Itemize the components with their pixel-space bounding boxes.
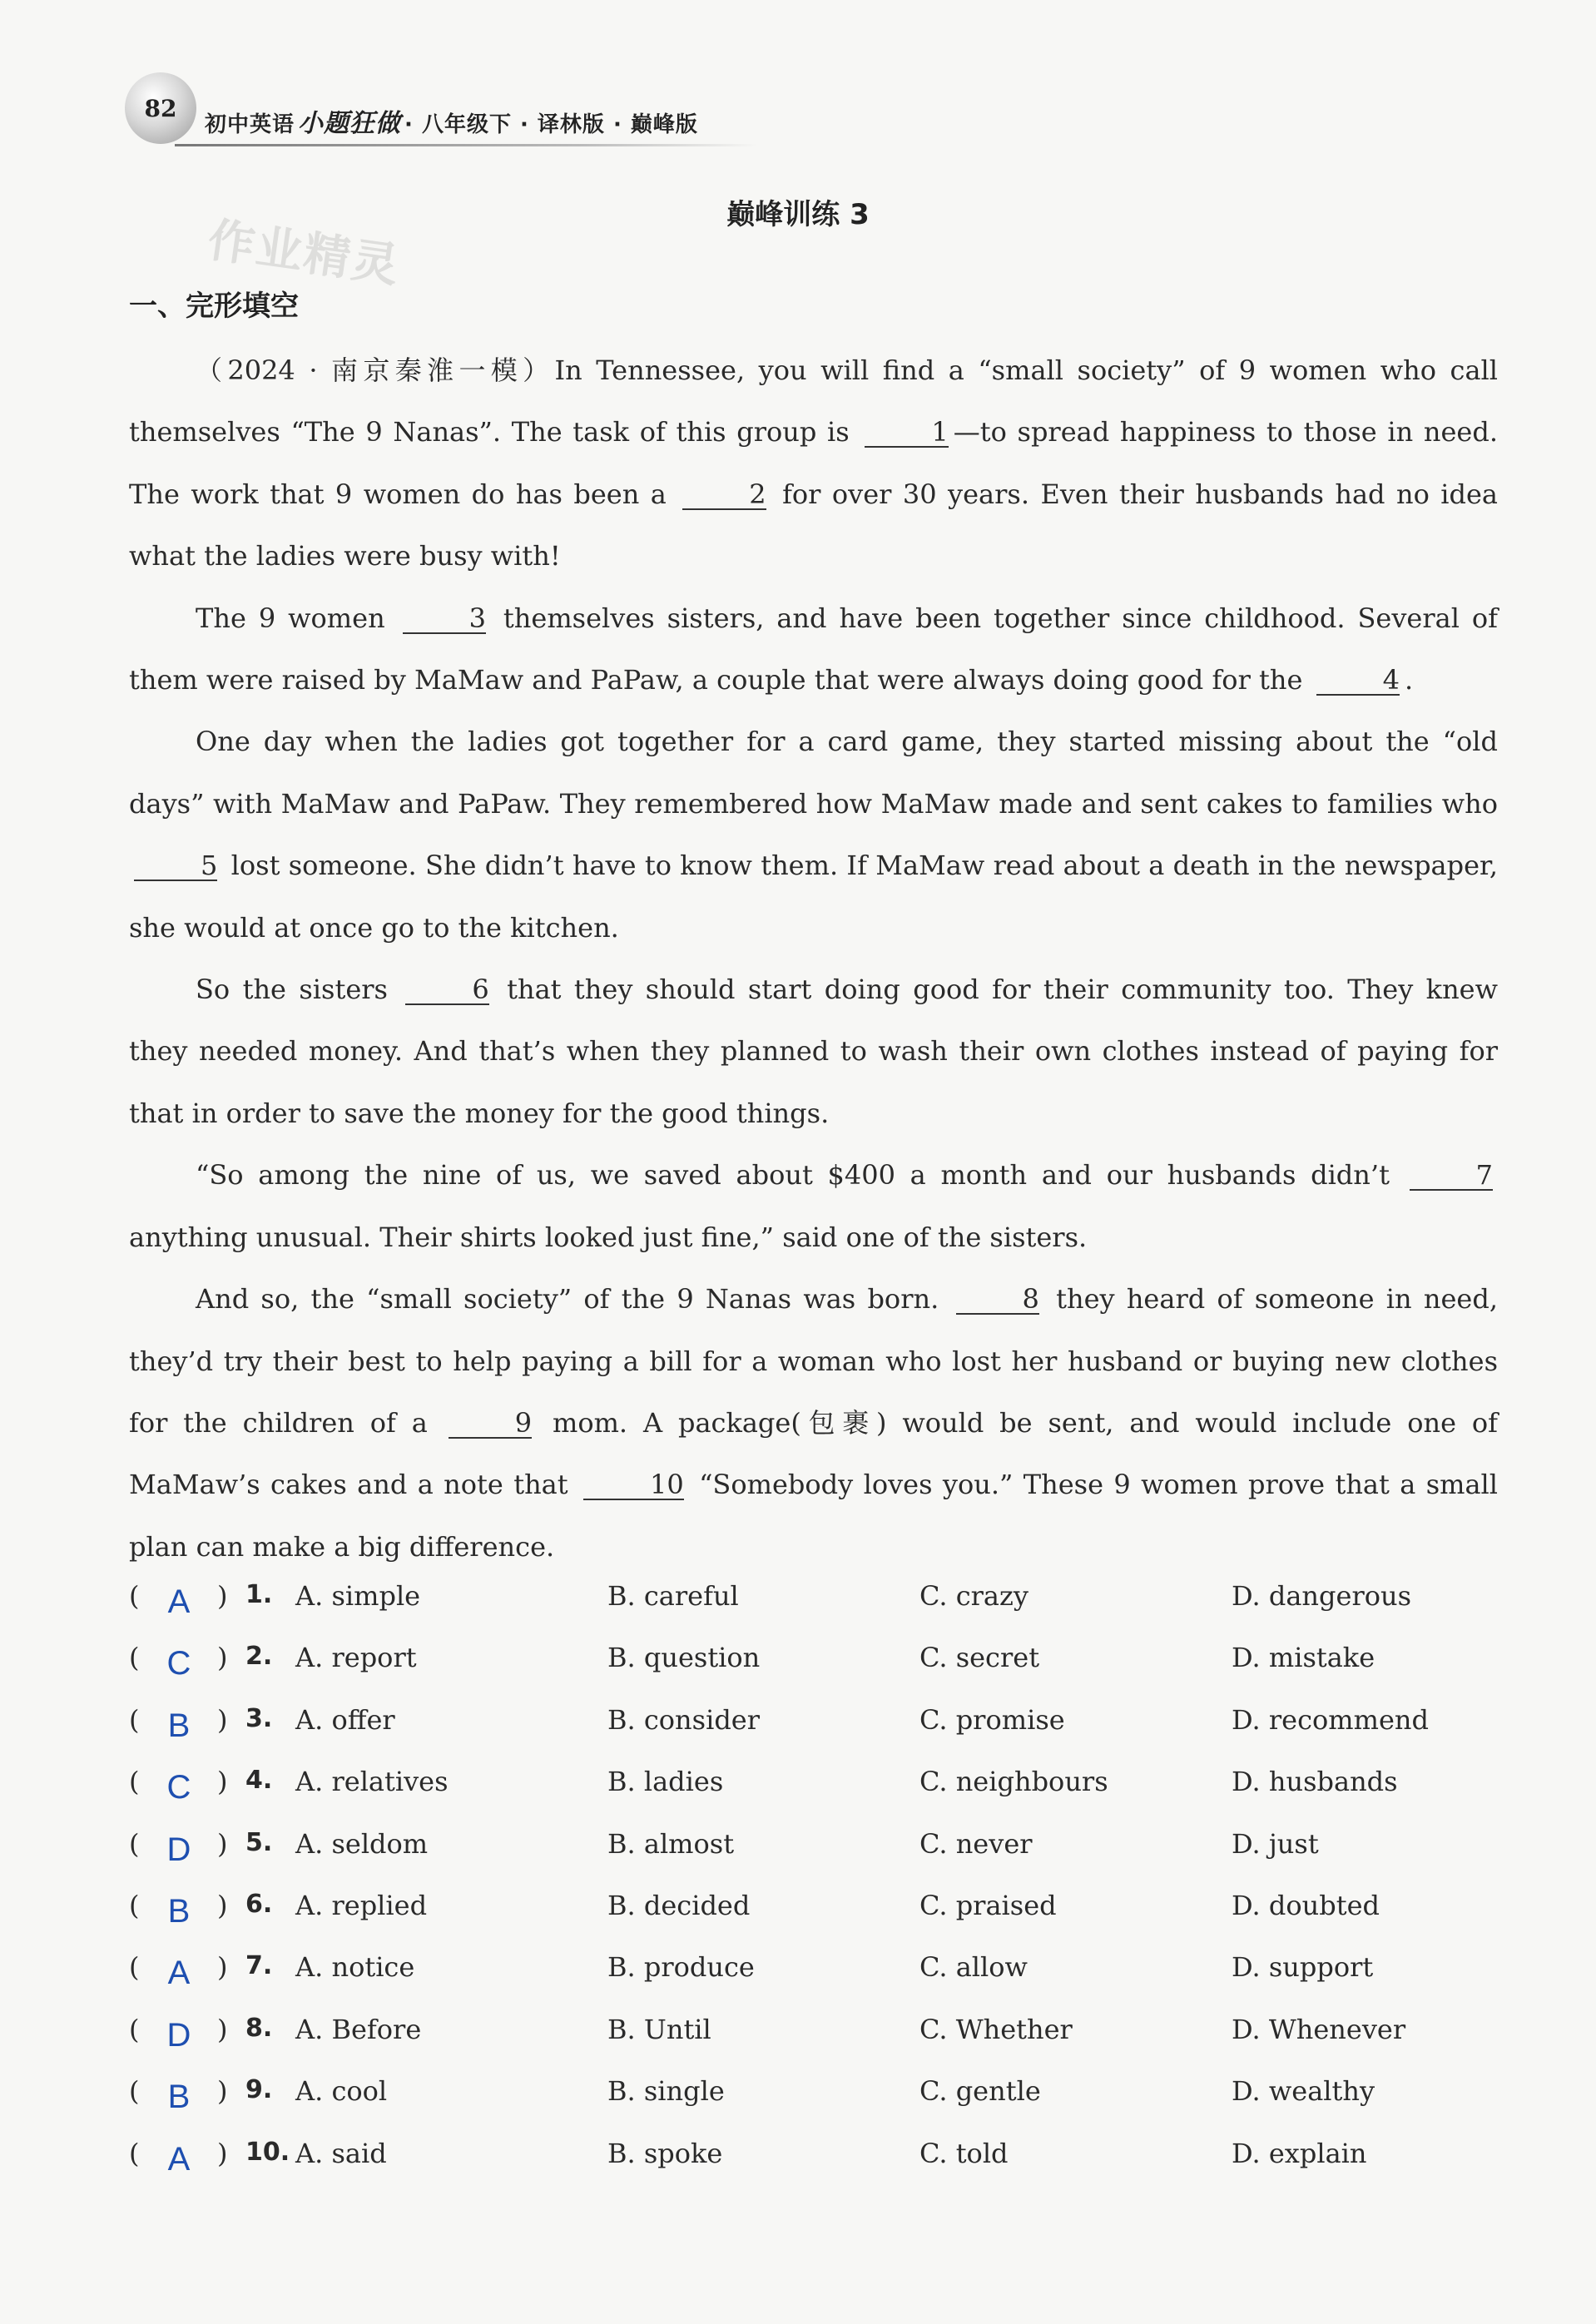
book-title-prefix: 初中英语 [205,112,295,137]
answer-paren-left: ( [129,1951,140,1984]
answer-paren-left: ( [129,1703,140,1736]
option-b: B. produce [607,1951,755,1984]
option-a: A. said [295,2137,387,2169]
passage-paragraph: So the sisters 6 that they should start doing good for their community too. They knew they needed money. And that’s when they planned to wash their own clothes instead of paying for that in order to save the money for the good things. [129,974,1498,1129]
option-c: C. neighbours [919,1766,1108,1798]
question-number: 5. [245,1827,273,1857]
question-row [129,2128,1502,2189]
option-d: D. recommend [1232,1703,1429,1736]
question-number: 4. [245,1766,273,1796]
cloze-blank: 4 [1316,666,1400,696]
option-a: A. simple [295,1580,421,1612]
question-number: 10. [245,2137,290,2167]
book-title-suffix: · 八年级下 · 译林版 · 巅峰版 [404,112,698,137]
option-d: D. husbands [1232,1766,1398,1798]
question-row [129,1818,1502,1880]
passage-paragraph: “So among the nine of us, we saved about $400 a month and our husbands didn’t 7 anything unusual. Their shirts looked just fine,” said one of the sisters. [129,1159,1493,1253]
answer-paren-left: ( [129,1889,140,1921]
question-number: 9. [245,2075,273,2105]
part-title: 一、完形填空 [129,290,299,323]
answer-letter: C [166,1645,191,1682]
passage-paragraph: The 9 women 3 themselves sisters, and have been together since childhood. Several of them were raised by MaMaw and PaPaw, a couple that were always doing good for the 4 . [129,602,1499,696]
cloze-blank: 1 [865,418,948,448]
question-row [129,1941,1502,2003]
option-a: A. cool [295,2075,388,2108]
question-row [129,1880,1502,1941]
question-row [129,1694,1502,1756]
cloze-blank: 9 [449,1409,532,1439]
answer-letter: D [166,1831,191,1868]
question-number: 8. [245,2013,273,2043]
passage-paragraph: One day when the ladies got together for a card game, they started missing about the “old days” with MaMaw and PaPaw. They remembered how MaMaw made and sent cakes to families who 5 lost someone. She didn’t have to know them. If MaMaw read about a death in the newspaper, she would at once go to the kitchen. [129,726,1498,944]
option-b: B. consider [607,1703,761,1736]
answer-paren-right: ) [217,1827,228,1860]
answer-letter: B [167,1707,191,1744]
option-a: A. Before [295,2013,422,2045]
cloze-blank: 10 [583,1470,684,1500]
answer-paren-left: ( [129,1766,140,1798]
option-c: C. allow [919,1951,1028,1984]
option-b: B. spoke [607,2137,723,2169]
option-c: C. told [919,2137,1009,2169]
book-title [205,102,698,139]
question-row [129,1756,1502,1817]
answer-paren-right: ) [217,1951,228,1984]
option-c: C. secret [919,1642,1040,1674]
option-d: D. doubted [1232,1889,1380,1921]
answer-paren-left: ( [129,2137,140,2169]
cloze-blank: 2 [682,480,766,510]
option-d: D. just [1232,1827,1319,1860]
answer-paren-left: ( [129,1580,140,1612]
option-a: A. report [295,1642,417,1674]
answer-letter: D [166,2016,191,2054]
option-c: C. Whether [919,2013,1073,2045]
section-title: 巅峰训练 3 [726,198,870,231]
answer-paren-right: ) [217,2137,228,2169]
question-row [129,1570,1502,1632]
answer-paren-right: ) [217,2075,228,2108]
answer-paren-right: ) [217,1580,228,1612]
answer-letter: A [167,1583,191,1620]
passage-paragraph: （2024 · 南京秦淮一模）In Tennessee, you will find a “small society” of 9 women who call themselves “The 9 Nanas”. The task of this group is 1 —to spread happiness to those in need. The work that 9 women do has been a 2 for over 30 years. Even their husbands had no idea what the ladies were busy with! [129,354,1499,572]
question-row [129,2004,1502,2065]
option-b: B. careful [607,1580,739,1612]
answer-paren-left: ( [129,1642,140,1674]
cloze-blank: 5 [134,851,217,881]
answer-paren-right: ) [217,1703,228,1736]
answer-paren-left: ( [129,2013,140,2045]
cloze-blank: 6 [405,975,488,1005]
cloze-passage [129,339,1498,1578]
option-a: A. notice [295,1951,415,1984]
answer-letter: C [166,1769,191,1806]
option-a: A. seldom [295,1827,429,1860]
option-a: A. replied [295,1889,428,1921]
option-c: C. promise [919,1703,1065,1736]
option-d: D. Whenever [1232,2013,1406,2045]
question-number: 7. [245,1951,273,1981]
option-b: B. Until [607,2013,711,2045]
option-c: C. never [919,1827,1033,1860]
question-number: 6. [245,1889,273,1919]
answer-paren-left: ( [129,1827,140,1860]
option-d: D. mistake [1232,1642,1375,1674]
question-number: 3. [245,1703,273,1733]
option-b: B. single [607,2075,725,2108]
option-b: B. ladies [607,1766,724,1798]
option-b: B. question [607,1642,761,1674]
watermark: 作业精灵 [204,213,404,294]
option-c: C. crazy [919,1580,1028,1612]
passage-paragraph: And so, the “small society” of the 9 Nanas was born. 8 they heard of someone in need, they’d try their best to help paying a bill for a woman who lost her husband or buying new clothes for the children of a 9 mom. A package(包裹) would be sent, and would include one of MaMaw’s cakes and a note that 10 “Somebody loves you.” These 9 women prove that a small plan can make a big difference. [129,1283,1499,1563]
answer-paren-right: ) [217,2013,228,2045]
header-rule [175,144,757,146]
answer-paren-right: ) [217,1889,228,1921]
option-d: D. support [1232,1951,1374,1984]
answer-letter: B [167,2079,191,2116]
option-b: B. almost [607,1827,735,1860]
answer-letter: A [167,1955,191,1992]
option-d: D. wealthy [1232,2075,1375,2108]
answer-paren-right: ) [217,1766,228,1798]
cloze-blank: 8 [956,1285,1039,1315]
option-a: A. relatives [295,1766,449,1798]
cloze-blank: 3 [403,604,486,634]
answer-letter: A [167,2140,191,2178]
option-c: C. gentle [919,2075,1041,2108]
option-b: B. decided [607,1889,751,1921]
question-row [129,2065,1502,2127]
question-row [129,1632,1502,1693]
question-number: 2. [245,1642,273,1672]
option-d: D. dangerous [1232,1580,1412,1612]
answer-letter: B [167,1892,191,1930]
answer-paren-right: ) [217,1642,228,1674]
option-c: C. praised [919,1889,1057,1921]
page-number-badge: 82 [125,72,196,144]
book-brand-logo: 小题狂做 [298,109,402,138]
answer-options [129,1570,1502,2189]
cloze-blank: 7 [1410,1161,1493,1191]
option-a: A. offer [295,1703,395,1736]
question-number: 1. [245,1580,273,1609]
page-header [125,71,757,146]
option-d: D. explain [1232,2137,1367,2169]
answer-paren-left: ( [129,2075,140,2108]
